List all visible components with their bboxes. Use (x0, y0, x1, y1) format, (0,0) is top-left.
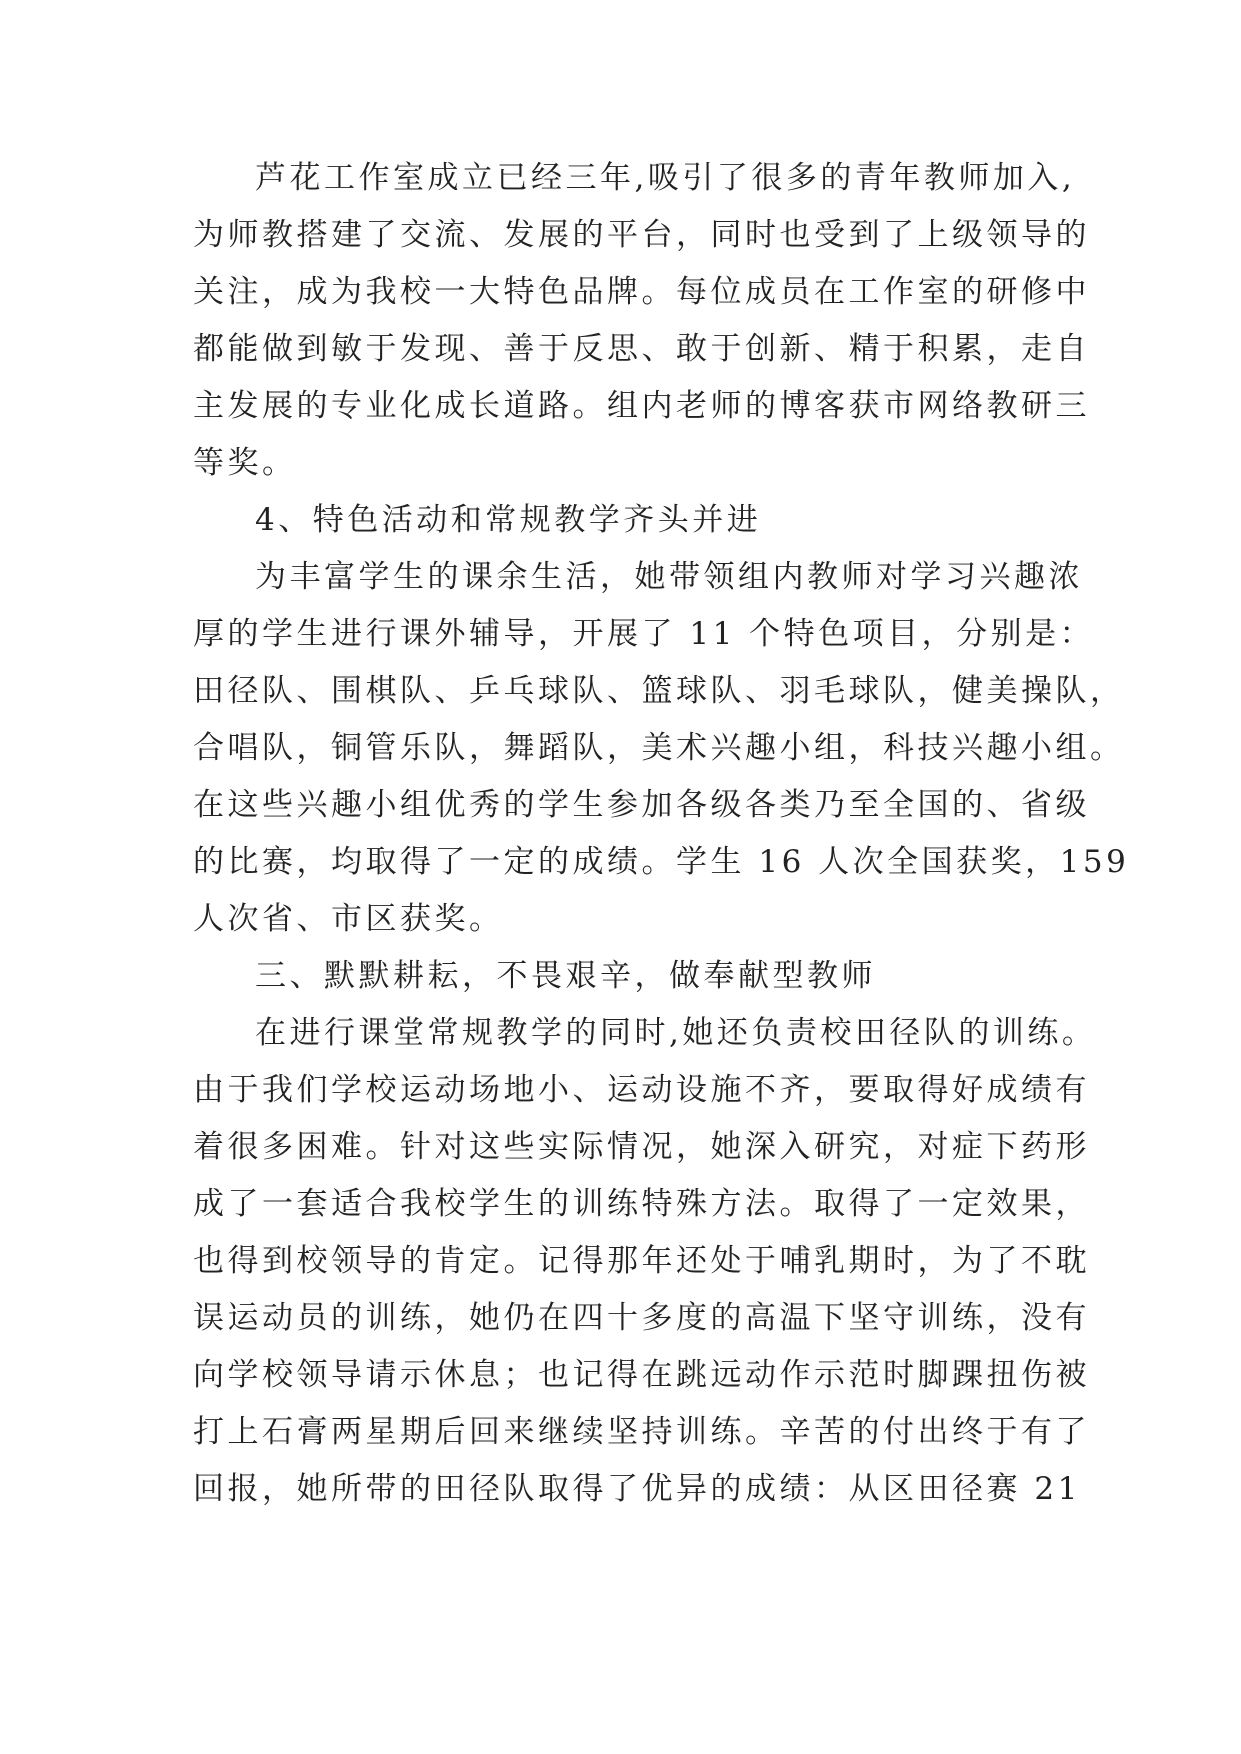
paragraph-line: 田径队、围棋队、乒乓球队、篮球队、羽毛球队，健美操队， (193, 673, 1125, 709)
paragraph-line: 着很多困难。针对这些实际情况，她深入研究，对症下药形 (193, 1129, 1090, 1165)
paragraph-line: 合唱队，铜管乐队，舞蹈队，美术兴趣小组，科技兴趣小组。 (193, 730, 1125, 766)
paragraph-line: 关注，成为我校一大特色品牌。每位成员在工作室的研修中 (193, 274, 1090, 310)
paragraph-line: 为师教搭建了交流、发展的平台，同时也受到了上级领导的 (193, 217, 1090, 253)
paragraph-line: 主发展的专业化成长道路。组内老师的博客获市网络教研三 (193, 388, 1090, 424)
paragraph-line: 为丰富学生的课余生活，她带领组内教师对学习兴趣浓 (255, 559, 1083, 595)
paragraph-line: 打上石膏两星期后回来继续坚持训练。辛苦的付出终于有了 (193, 1414, 1090, 1450)
section-heading: 三、默默耕耘，不畏艰辛，做奉献型教师 (255, 958, 876, 994)
paragraph-line: 在这些兴趣小组优秀的学生参加各级各类乃至全国的、省级 (193, 787, 1090, 823)
section-heading: 4、特色活动和常规教学齐头并进 (255, 502, 762, 538)
paragraph-line: 人次省、市区获奖。 (193, 901, 504, 937)
paragraph-line: 芦花工作室成立已经三年,吸引了很多的青年教师加入, (255, 160, 1076, 196)
paragraph-line: 都能做到敏于发现、善于反思、敢于创新、精于积累，走自 (193, 331, 1090, 367)
paragraph-line: 的比赛，均取得了一定的成绩。学生 16 人次全国获奖，159 (193, 844, 1130, 880)
paragraph-line: 误运动员的训练，她仍在四十多度的高温下坚守训练，没有 (193, 1300, 1090, 1336)
paragraph-line: 等奖。 (193, 445, 297, 481)
paragraph-line: 由于我们学校运动场地小、运动设施不齐，要取得好成绩有 (193, 1072, 1090, 1108)
paragraph-line: 在进行课堂常规教学的同时,她还负责校田径队的训练。 (255, 1015, 1097, 1051)
paragraph-line: 向学校领导请示休息；也记得在跳远动作示范时脚踝扭伤被 (193, 1357, 1090, 1393)
paragraph-line: 厚的学生进行课外辅导，开展了 11 个特色项目，分别是： (193, 616, 1095, 652)
paragraph-line: 也得到校领导的肯定。记得那年还处于哺乳期时，为了不耽 (193, 1243, 1090, 1279)
paragraph-line: 回报，她所带的田径队取得了优异的成绩：从区田径赛 21 (193, 1471, 1081, 1507)
paragraph-line: 成了一套适合我校学生的训练特殊方法。取得了一定效果， (193, 1186, 1090, 1222)
